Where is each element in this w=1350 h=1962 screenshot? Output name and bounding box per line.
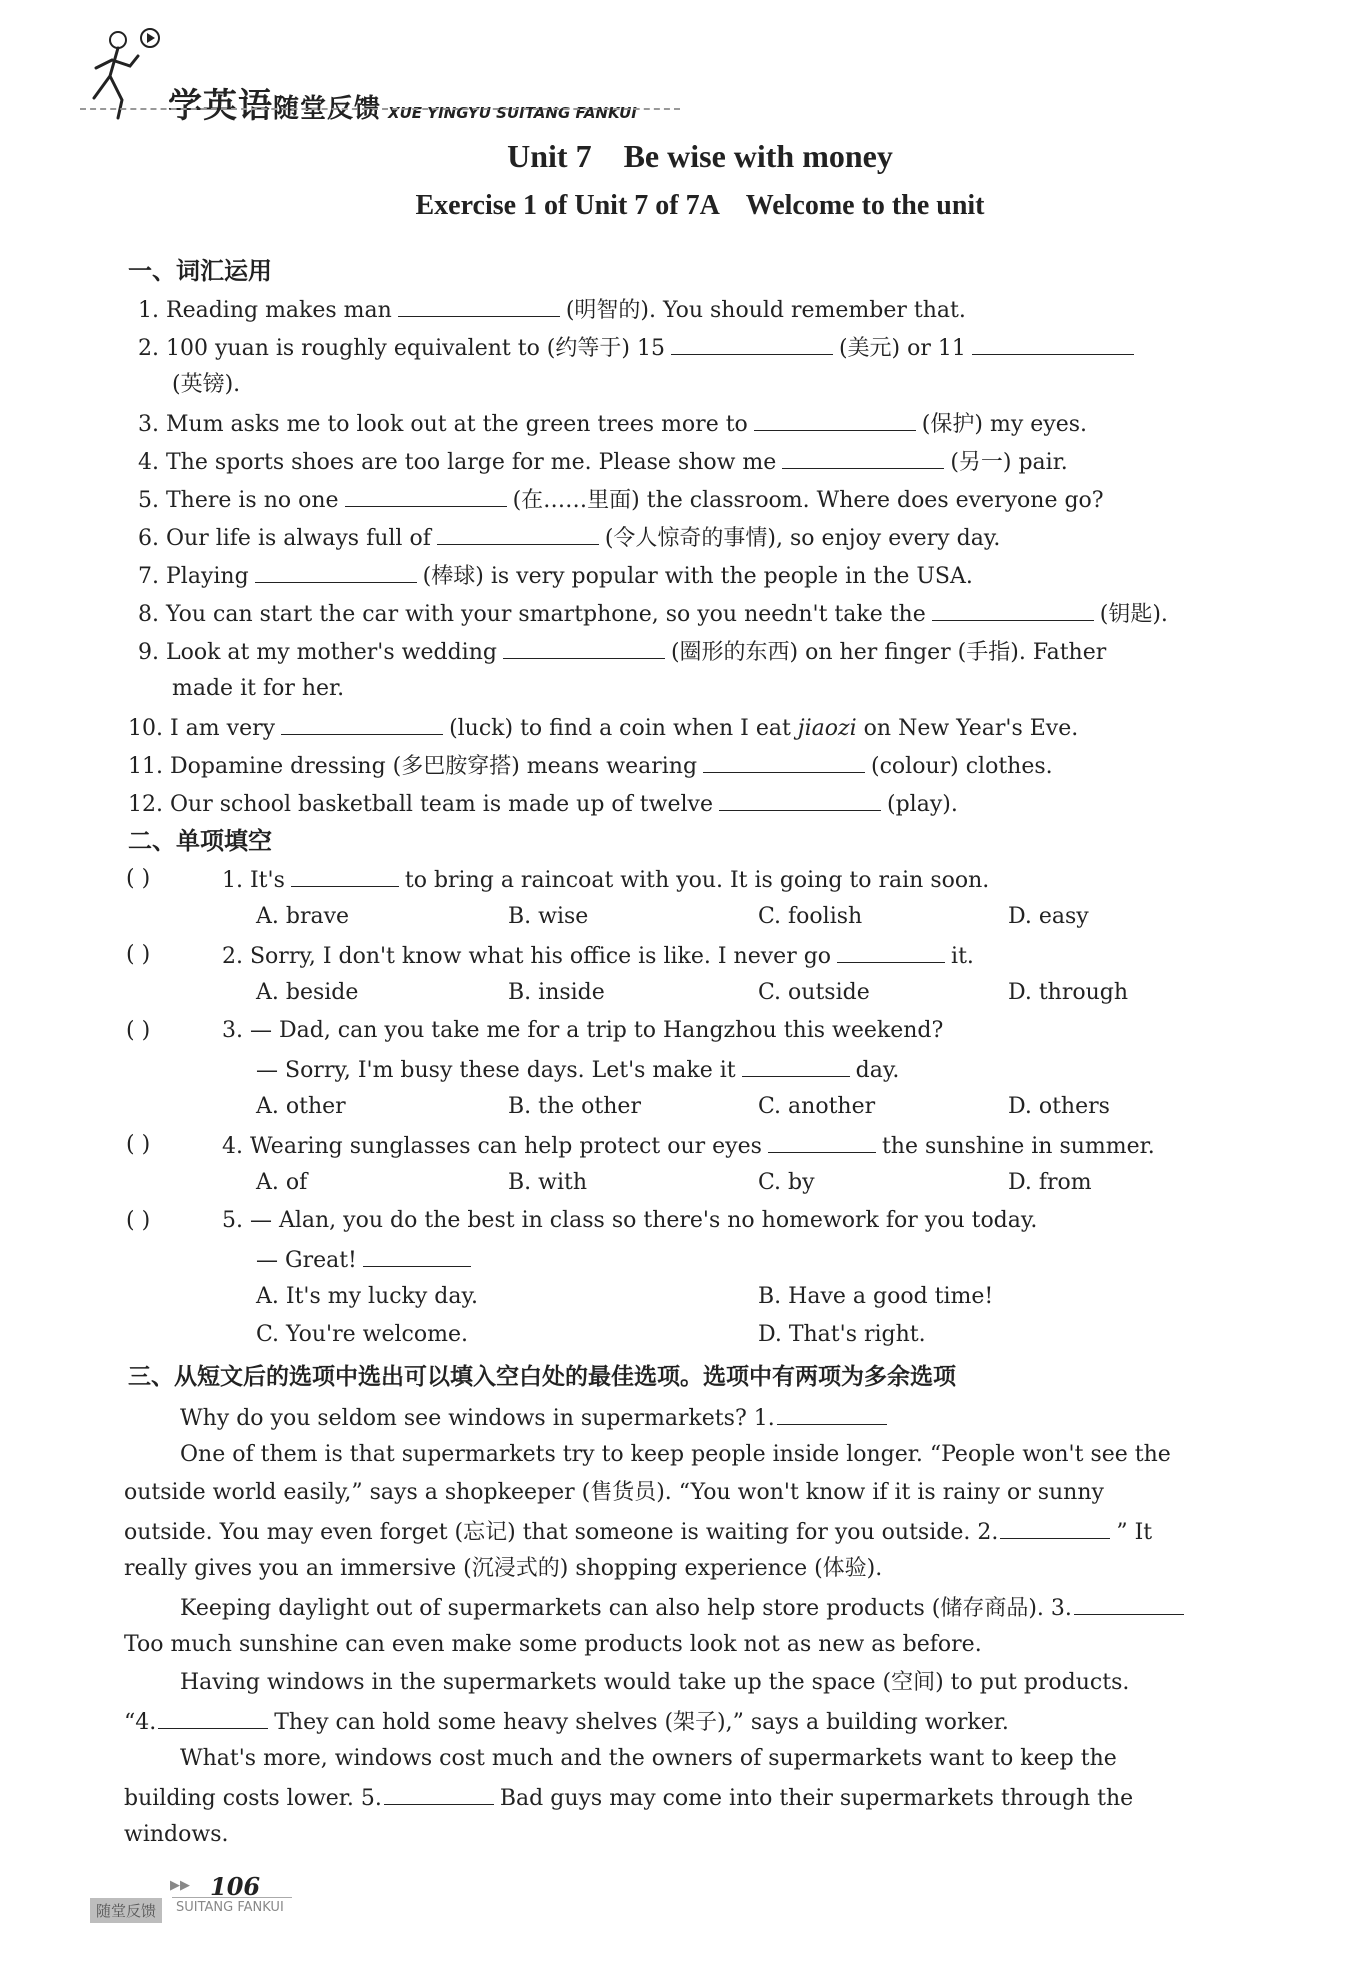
answer-blank[interactable] [782,446,944,469]
answer-blank[interactable] [1074,1592,1184,1615]
question-text: to bring a raincoat with you. It is going to rain soon. [404,868,990,893]
answer-blank[interactable] [1000,1516,1110,1539]
passage-line [124,1782,1133,1814]
item-number: 5. [138,488,159,513]
item-text: You can start the car with your smartphone, so you needn't take the [166,602,926,627]
answer-blank[interactable] [281,712,443,735]
item-text: There is no one [166,488,339,513]
item-number: 4. [138,450,159,475]
answer-blank[interactable] [345,484,507,507]
section3-heading: 三、从短文后的选项中选出可以填入空白处的最佳选项。选项中有两项为多余选项 [128,1364,956,1390]
option-a[interactable]: A. brave [256,904,350,929]
option-b[interactable]: B. Have a good time! [758,1284,994,1309]
item-text: Our school basketball team is made up of twelve [170,792,713,817]
item-number: 9. [138,640,159,665]
question-text: 2. Sorry, I don't know what his office is like. I never go [222,944,832,969]
passage-line [180,1402,893,1434]
blank-label: 2. [977,1520,999,1545]
item-text: Dopamine dressing (多巴胺穿搭) means wearing [170,754,698,779]
passage-line [124,1706,1009,1738]
mc-question [222,864,989,896]
item-number: 7. [138,564,159,589]
item-text: (luck) to find a coin when I eat [449,716,791,741]
option-d[interactable]: D. That's right. [758,1322,926,1347]
brand-cn-big: 学英语 [168,86,273,126]
vocab-item [138,294,966,326]
double-arrow-icon: ▶▶ [170,1878,190,1893]
item-number: 10. [128,716,163,741]
item-number: 8. [138,602,159,627]
passage-line: One of them is that supermarkets try to keep people inside longer. “People won't see the [180,1442,1171,1467]
option-d[interactable]: D. others [1008,1094,1110,1119]
option-c[interactable]: C. another [758,1094,876,1119]
item-text: The sports shoes are too large for me. Please show me [166,450,777,475]
vocab-item [138,598,1168,630]
option-b[interactable]: B. inside [508,980,605,1005]
item-number: 2. [138,336,159,361]
page-number: 106 [210,1872,261,1901]
mc-question: 3. — Dad, can you take me for a trip to Hangzhou this weekend? [222,1018,944,1043]
item-text: (美元) or 11 [838,336,966,361]
answer-paren[interactable]: ( ) [126,1208,151,1233]
item-text: (colour) clothes. [871,754,1053,779]
answer-blank[interactable] [503,636,665,659]
question-text: day. [855,1058,900,1083]
vocab-item [138,484,1104,516]
passage-line [180,1592,1190,1624]
vocab-item [138,636,1106,668]
question-text: — Great! [256,1248,357,1273]
blank-label: 5. [360,1786,382,1811]
option-a[interactable]: A. It's my lucky day. [256,1284,478,1309]
answer-blank[interactable] [719,788,881,811]
passage-text: building costs lower. [124,1786,361,1811]
vocab-item [138,446,1068,478]
answer-blank[interactable] [398,294,560,317]
answer-blank[interactable] [384,1782,494,1805]
vocab-item [138,560,973,592]
section2-heading: 二、单项填空 [128,827,272,855]
answer-blank[interactable] [754,408,916,431]
answer-blank[interactable] [703,750,865,773]
item-text: (令人惊奇的事情), so enjoy every day. [604,526,1001,551]
vocab-item [138,408,1087,440]
passage-line: What's more, windows cost much and the owners of supermarkets want to keep the [180,1746,1117,1771]
item-text: Reading makes man [166,298,392,323]
vocab-item [138,332,1140,364]
mc-question [222,1130,1155,1162]
vocab-item [138,522,1000,554]
footer-badge-en: SUITANG FANKUI [176,1900,284,1915]
question-text: — Sorry, I'm busy these days. Let's make it [256,1058,736,1083]
option-c[interactable]: C. by [758,1170,815,1195]
italic-word: jiaozi [797,716,857,741]
passage-line: really gives you an immersive (沉浸式的) shopping experience (体验). [124,1556,883,1581]
passage-text: They can hold some heavy shelves (架子),” says a building worker. [274,1710,1009,1735]
passage-text: “ [124,1710,136,1735]
vocab-item-continuation: made it for her. [172,676,345,701]
option-a[interactable]: A. beside [256,980,359,1005]
mc-question-line2 [256,1054,899,1086]
option-c[interactable]: C. outside [758,980,870,1005]
answer-blank[interactable] [837,940,945,963]
item-text: (棒球) is very popular with the people in the USA. [422,564,973,589]
answer-blank[interactable] [768,1130,876,1153]
passage-text: Why do you seldom see windows in supermarkets? [180,1406,754,1431]
item-number: 11. [128,754,163,779]
item-text: on New Year's Eve. [863,716,1079,741]
answer-blank[interactable] [932,598,1094,621]
answer-blank[interactable] [437,522,599,545]
answer-blank[interactable] [363,1244,471,1267]
answer-paren[interactable]: ( ) [126,1018,151,1043]
passage-line: outside world easily,” says a shopkeeper (售货员). “You won't know if it is rainy or sunny [124,1480,1104,1505]
item-text: I am very [170,716,276,741]
item-text: Look at my mother's wedding [166,640,497,665]
option-d[interactable]: D. from [1008,1170,1092,1195]
passage-line: Too much sunshine can even make some products look not as new as before. [124,1632,982,1657]
option-b[interactable]: B. with [508,1170,588,1195]
passage-line [124,1516,1152,1548]
item-text: (在……里面) the classroom. Where does everyone go? [512,488,1104,513]
item-text: (play). [887,792,958,817]
question-text: 4. Wearing sunglasses can help protect our eyes [222,1134,762,1159]
exercise-title: Exercise 1 of Unit 7 of 7A Welcome to the unit [415,190,985,221]
item-number: 1. [138,298,159,323]
option-d[interactable]: D. through [1008,980,1129,1005]
answer-paren[interactable]: ( ) [126,866,151,891]
mc-question: 5. — Alan, you do the best in class so there's no homework for you today. [222,1208,1038,1233]
item-text: (圈形的东西) on her finger (手指). Father [670,640,1107,665]
answer-blank[interactable] [671,332,833,355]
answer-paren[interactable]: ( ) [126,1132,151,1157]
item-text: 100 yuan is roughly equivalent to (约等于) 15 [166,336,665,361]
passage-text: outside. You may even forget (忘记) that someone is waiting for you outside. [124,1520,978,1545]
answer-blank[interactable] [291,864,399,887]
blank-label: 4. [135,1710,157,1735]
item-number: 12. [128,792,163,817]
mc-question [222,940,974,972]
item-text: (另一) pair. [950,450,1068,475]
mc-question-line2 [256,1244,477,1276]
question-text: 1. It's [222,868,285,893]
item-text: Mum asks me to look out at the green trees more to [166,412,748,437]
vocab-item [128,750,1053,782]
section1-heading: 一、词汇运用 [128,257,272,285]
brand-cn-small: 随堂反馈 [273,94,382,124]
vocab-item [128,788,958,820]
item-text: (明智的). You should remember that. [565,298,966,323]
passage-text: ” It [1116,1520,1153,1545]
vocab-item-continuation: (英镑). [172,372,241,397]
question-text: it. [951,944,974,969]
answer-blank[interactable] [158,1706,268,1729]
blank-label: 1. [753,1406,775,1431]
vocab-item [128,712,1078,744]
item-text: Playing [166,564,249,589]
question-text: the sunshine in summer. [881,1134,1155,1159]
answer-blank[interactable] [255,560,417,583]
unit-title: Unit 7 Be wise with money [507,138,893,174]
item-number: 3. [138,412,159,437]
passage-text: Bad guys may come into their supermarkets through the [499,1786,1134,1811]
passage-line: windows. [124,1822,229,1847]
option-d[interactable]: D. easy [1008,904,1089,929]
item-text: (钥匙). [1099,602,1168,627]
item-text: Our life is always full of [166,526,431,551]
answer-blank[interactable] [777,1402,887,1425]
option-a[interactable]: A. other [256,1094,346,1119]
passage-line: Having windows in the supermarkets would take up the space (空间) to put products. [180,1670,1130,1695]
footer-divider [172,1897,292,1898]
answer-paren[interactable]: ( ) [126,942,151,967]
option-c[interactable]: C. You're welcome. [256,1322,468,1347]
footer-badge: 随堂反馈 [90,1898,162,1923]
brand-english: XUE YINGYU SUITANG FANKUI [388,104,637,122]
answer-blank[interactable] [742,1054,850,1077]
option-c[interactable]: C. foolish [758,904,863,929]
answer-blank[interactable] [972,332,1134,355]
option-a[interactable]: A. of [256,1170,308,1195]
option-b[interactable]: B. the other [508,1094,641,1119]
passage-text: Keeping daylight out of supermarkets can also help store products (储存商品). [180,1596,1051,1621]
blank-label: 3. [1050,1596,1072,1621]
item-text: (保护) my eyes. [921,412,1087,437]
option-b[interactable]: B. wise [508,904,589,929]
item-number: 6. [138,526,159,551]
